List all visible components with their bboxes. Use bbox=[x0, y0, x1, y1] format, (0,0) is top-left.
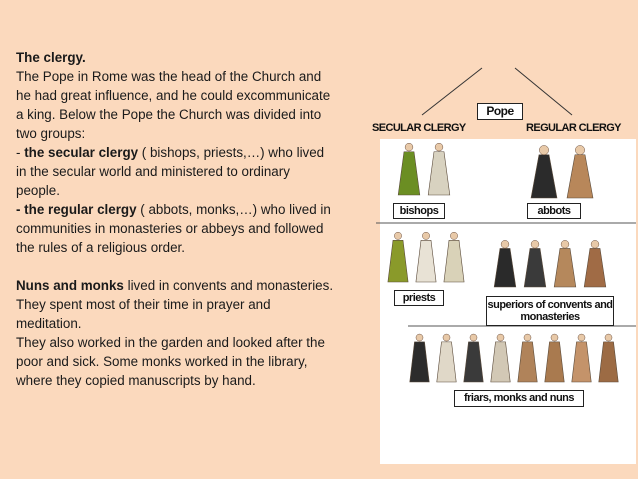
friars-figure bbox=[410, 334, 429, 382]
nuns-paragraph bbox=[16, 276, 336, 333]
superiors-figure bbox=[584, 240, 606, 287]
friars-figure bbox=[464, 334, 483, 382]
bishops-figure-drawing bbox=[394, 139, 454, 197]
regular-clergy-label: REGULAR CLERGY bbox=[526, 122, 621, 134]
bishops-figure bbox=[428, 143, 450, 195]
paragraph-gap bbox=[16, 257, 336, 276]
friars-figure-drawing bbox=[406, 330, 622, 384]
secular-paragraph bbox=[16, 143, 336, 200]
abbots-figure bbox=[567, 145, 593, 198]
superiors-figure-drawing bbox=[490, 237, 610, 289]
clergy-text bbox=[16, 48, 336, 390]
secular-clergy-label: SECULAR CLERGY bbox=[372, 122, 466, 134]
title: The clergy. bbox=[16, 50, 86, 65]
friars-figure bbox=[545, 334, 564, 382]
bishops-figure bbox=[398, 143, 420, 195]
friars-figure bbox=[437, 334, 456, 382]
priests-figure-drawing bbox=[384, 228, 468, 284]
priests-figure bbox=[416, 232, 436, 282]
superiors-figure bbox=[524, 240, 546, 287]
friars-box: friars, monks and nuns bbox=[454, 390, 584, 407]
regular-paragraph bbox=[16, 200, 336, 257]
bishops-box: bishops bbox=[393, 203, 445, 219]
priests-figure bbox=[444, 232, 464, 282]
friars-figures bbox=[406, 330, 622, 389]
regular-term: - the regular clergy bbox=[16, 202, 137, 217]
abbots-figures bbox=[526, 142, 598, 205]
friars-figure bbox=[599, 334, 618, 382]
abbots-figure bbox=[531, 145, 557, 198]
priests-box: priests bbox=[394, 290, 444, 306]
pope-paragraph: The Pope in Rome was the head of the Church and he had great influence, and he could excommunicate a king. Below the Pope the Church was divided into two groups: bbox=[16, 69, 331, 141]
friars-figure bbox=[518, 334, 537, 382]
superiors-figures bbox=[490, 237, 610, 294]
priests-figure bbox=[388, 232, 408, 282]
secular-description: ( bishops, priests,…) who lived in the secular world and ministered to ordinary people. bbox=[16, 145, 325, 198]
abbots-box: abbots bbox=[527, 203, 581, 219]
clergy-diagram bbox=[360, 60, 638, 410]
secular-term: the secular clergy bbox=[24, 145, 139, 160]
superiors-figure bbox=[554, 240, 576, 287]
nuns-term: Nuns and monks bbox=[16, 278, 124, 293]
superiors-figure bbox=[494, 240, 516, 287]
priests-figures bbox=[384, 228, 468, 289]
pope-box: Pope bbox=[477, 103, 523, 120]
work-paragraph: They also worked in the garden and looked after the poor and sick. Some monks worked in the library, where they copied manuscripts by hand. bbox=[16, 335, 325, 388]
regular-description: ( abbots, monks,…) who lived in communities in monasteries or abbeys and followed the rules of a religious order. bbox=[16, 202, 331, 255]
secular-prefix: - bbox=[16, 145, 25, 160]
friars-figure bbox=[572, 334, 591, 382]
friars-figure bbox=[491, 334, 510, 382]
nuns-description: lived in convents and monasteries. They spent most of their time in prayer and meditation. bbox=[16, 278, 334, 331]
abbots-figure-drawing bbox=[526, 142, 598, 200]
superiors-box: superiors of convents and monasteries bbox=[486, 296, 614, 326]
bishops-figures bbox=[394, 139, 454, 202]
